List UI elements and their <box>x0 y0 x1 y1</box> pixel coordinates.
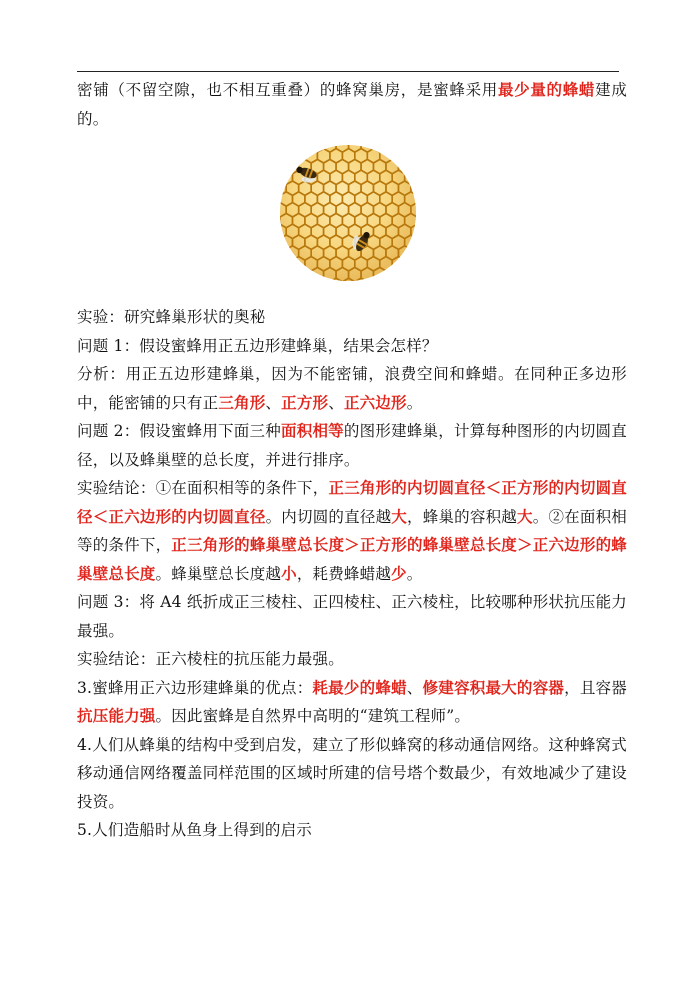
highlight-text: 面积相等 <box>280 421 344 440</box>
body-text: 。内切圆的直径越 <box>265 507 392 526</box>
body-text: 4.人们从蜂巢的结构中受到启发，建立了形似蜂窝的移动通信网络。这种蜂窝式移动通信网络覆盖同样范围的区域时所建的信号塔个数最少，有效地减少了建设投资。 <box>77 735 627 811</box>
body-text: ，耗费蜂蜡越 <box>296 564 392 583</box>
highlight-text: 正六边形 <box>343 392 407 412</box>
document-body <box>77 76 627 845</box>
body-text: 、 <box>406 678 423 697</box>
highlight-text: 正三角形的内切圆直径＜正方形的内切圆直径＜正六边形的内切圆直径 <box>77 478 627 526</box>
paragraph-p9 <box>77 731 627 817</box>
body-text: 实验：研究蜂巢形状的奥秘 <box>77 308 266 326</box>
body-text: 问题 3：将 A4 纸折成正三棱柱、正四棱柱、正六棱柱，比较哪种形状抗压能力最强。 <box>77 593 627 640</box>
honeycomb-cells <box>280 145 416 281</box>
body-text: 问题 1：假设蜜蜂用正五边形建蜂巢，结果会怎样？ <box>77 336 438 355</box>
body-text: 问题 2：假设蜜蜂用下面三种 <box>77 422 281 440</box>
highlight-text: 少 <box>391 563 407 583</box>
highlight-text: 大 <box>391 506 408 526</box>
body-text: 。②在面积相等的条件下， <box>77 507 628 554</box>
header-rule <box>77 71 619 72</box>
highlight-text: 耗最少的蜂蜡 <box>312 677 407 697</box>
body-text: 、 <box>328 393 344 412</box>
paragraph-p7 <box>77 645 627 674</box>
body-text: 。 <box>406 564 423 583</box>
body-text: 、 <box>265 393 282 412</box>
body-text: 5.人们造船时从鱼身上得到的启示 <box>77 821 312 839</box>
paragraph-p0 <box>77 76 627 133</box>
body-text: 。蜂巢壁总长度越 <box>155 564 282 583</box>
body-text: 。因此蜜蜂是自然界中高明的“建筑工程师”。 <box>155 707 471 725</box>
highlight-text: 小 <box>281 563 297 583</box>
honeycomb-photo <box>280 145 416 281</box>
highlight-text: 正三角形的蜂巢壁总长度＞正方形的蜂巢壁总长度＞正六边形的蜂巢壁总长度 <box>77 535 627 583</box>
highlight-text: 大 <box>517 506 533 526</box>
paragraph-p5 <box>77 474 627 588</box>
paragraph-p8 <box>77 674 627 731</box>
body-text: 。 <box>406 393 423 412</box>
highlight-text: 最少量的蜂蜡 <box>497 80 596 99</box>
honeycomb-figure <box>77 133 627 303</box>
paragraph-p4 <box>77 417 627 474</box>
highlight-text: 修建容积最大的容器 <box>422 677 565 697</box>
highlight-text: 三角形 <box>218 392 266 412</box>
body-text: 实验结论：正六棱柱的抗压能力最强。 <box>77 650 344 668</box>
highlight-text: 正方形 <box>281 392 329 412</box>
paragraph-p1 <box>77 303 627 332</box>
body-text: 3.蜜蜂用正六边形建蜂巢的优点： <box>77 678 313 697</box>
paragraph-p10 <box>77 816 627 845</box>
body-text: 的图形建蜂巢，计算每种图形的内切圆直径，以及蜂巢壁的总长度，并进行排序。 <box>77 422 627 469</box>
body-text: ，蜂巢的容积越 <box>407 507 518 526</box>
body-text: 建成的。 <box>77 81 628 128</box>
body-text: 实验结论：①在面积相等的条件下， <box>77 479 329 497</box>
body-text: ，且容器 <box>564 678 627 697</box>
paragraph-p6 <box>77 588 627 645</box>
highlight-text: 抗压能力强 <box>77 706 156 725</box>
paragraph-p3 <box>77 360 627 417</box>
paragraph-p2 <box>77 332 627 361</box>
body-text: 分析：用正五边形建蜂巢，因为不能密铺，浪费空间和蜂蜡。在同种正多边形中，能密铺的只有正 <box>77 365 627 412</box>
body-text: 密铺（不留空隙，也不相互重叠）的蜂窝巢房，是蜜蜂采用 <box>77 81 498 99</box>
